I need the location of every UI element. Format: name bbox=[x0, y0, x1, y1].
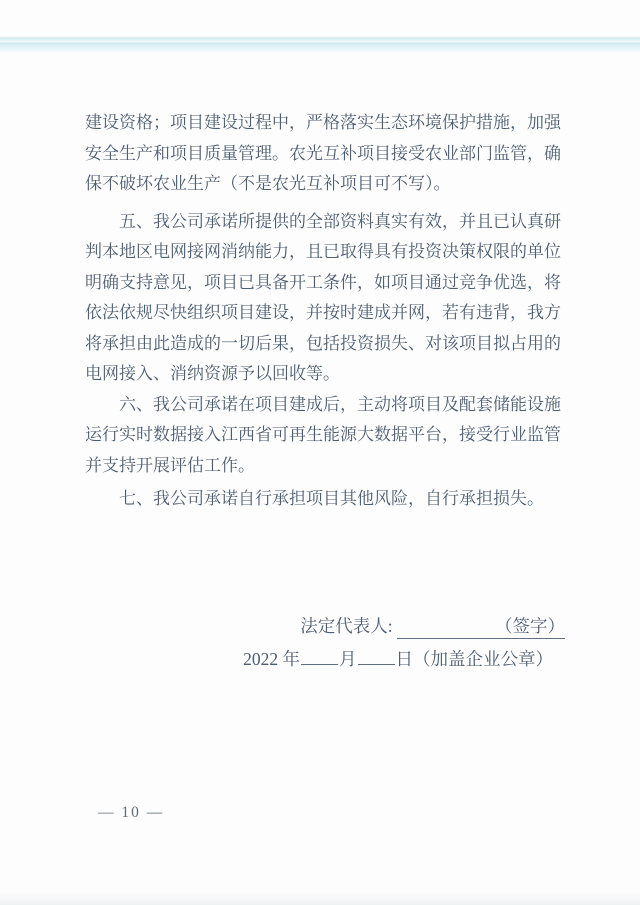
text-line: 依法依规尽快组织项目建设，并按时建成并网，若有违背，我方 bbox=[85, 303, 561, 322]
representative-label: 法定代表人: bbox=[300, 616, 393, 636]
signature-date-row bbox=[85, 643, 565, 676]
paragraph-continuation bbox=[85, 108, 561, 200]
month-blank bbox=[301, 646, 338, 665]
text-line: 安全生产和项目质量管理。农光互补项目接受农业部门监管，确 bbox=[85, 143, 561, 163]
day-suffix-label: 日（加盖企业公章） bbox=[395, 649, 553, 669]
sign-hint-label: （签字） bbox=[495, 616, 565, 636]
paragraph-item-6 bbox=[85, 390, 561, 482]
text-line: 并支持开展评估工作。 bbox=[85, 455, 255, 475]
text-line: 明确支持意见，项目已具备开工条件，如项目通过竞争优选，将 bbox=[85, 272, 561, 292]
text-line: 运行实时数据接入江西省可再生能源大数据平台，接受行业监管 bbox=[85, 425, 561, 444]
text-line: 七、我公司承诺自行承担项目其他风险，自行承担损失。 bbox=[119, 489, 544, 508]
text-line: 电网接入、消纳资源予以回收等。 bbox=[85, 364, 340, 383]
page-number: — 10 — bbox=[98, 804, 165, 821]
text-line: 五、我公司承诺所提供的全部资料真实有效，并且已认真研 bbox=[119, 211, 561, 231]
text-line: 六、我公司承诺在项目建成后，主动将项目及配套储能设施 bbox=[119, 394, 561, 414]
top-scan-stripe bbox=[0, 36, 640, 53]
document-body bbox=[85, 108, 561, 515]
month-label: 月 bbox=[339, 649, 357, 669]
signature-section bbox=[85, 610, 565, 676]
paragraph-item-7 bbox=[85, 484, 557, 515]
year-label: 2022 年 bbox=[243, 649, 300, 669]
signature-line bbox=[397, 614, 565, 639]
signature-blank bbox=[397, 614, 495, 632]
paragraph-item-5 bbox=[85, 207, 561, 390]
text-line: 将承担由此造成的一切后果，包括投资损失、对该项目拟占用的 bbox=[85, 333, 561, 353]
text-line: 保不破坏农业生产（不是农光互补项目可不写）。 bbox=[85, 174, 451, 193]
text-line: 判本地区电网接网消纳能力，且已取得具有投资决策权限的单位 bbox=[85, 242, 561, 261]
day-blank bbox=[358, 646, 395, 665]
text-line: 建设资格；项目建设过程中，严格落实生态环境保护措施，加强 bbox=[85, 113, 561, 132]
signature-representative-row bbox=[85, 610, 565, 643]
bottom-scan-texture bbox=[0, 891, 640, 905]
